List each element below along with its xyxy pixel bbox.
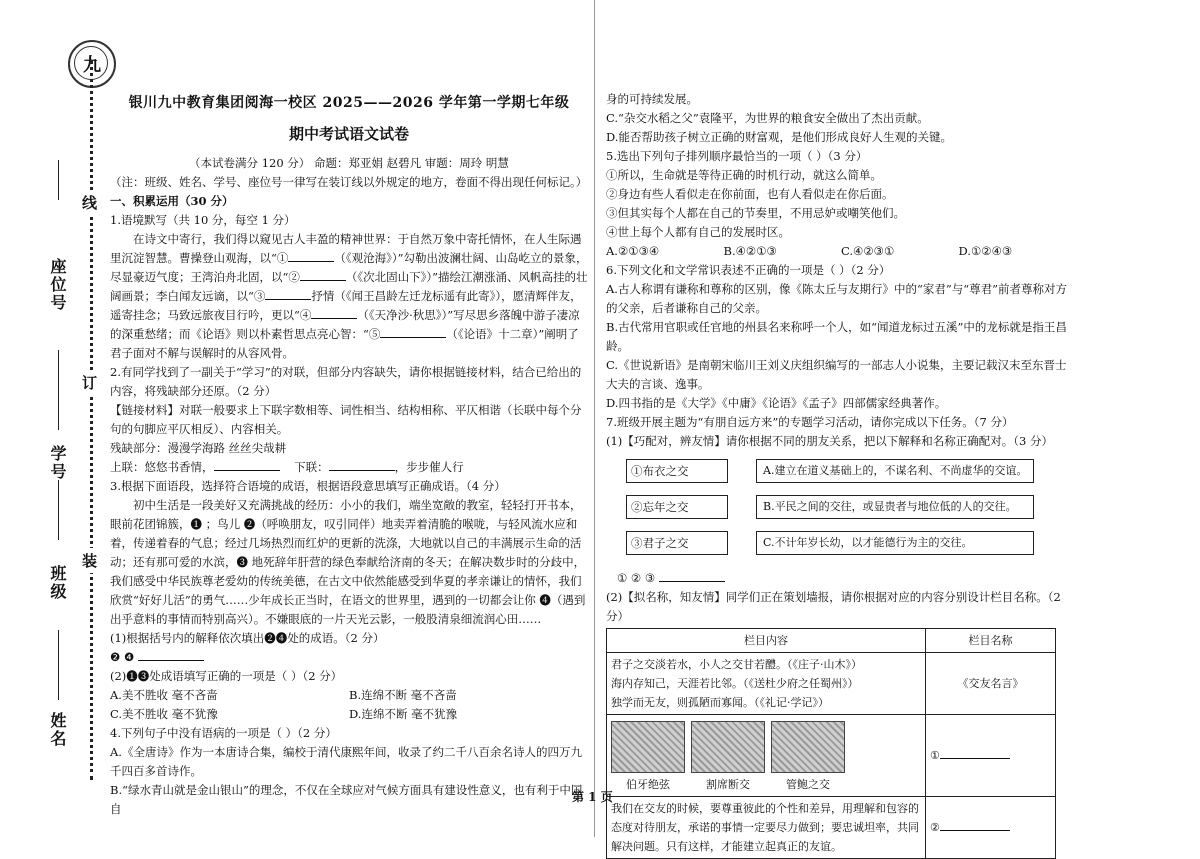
q1-title: 1.语境默写（共 10 分，每空 1 分） bbox=[110, 213, 296, 227]
binding-char-line: 线 bbox=[82, 190, 97, 215]
q5-sentence-3: ③但其实每个人都在自己的节奏里，不用忌妒或嘲笑他们。 bbox=[606, 206, 905, 220]
seat-blank-line bbox=[58, 160, 59, 200]
name-label: 姓名 bbox=[48, 712, 67, 748]
q5-option-d[interactable]: D.①②④③ bbox=[958, 244, 1013, 258]
q4-option-a[interactable]: A.《全唐诗》作为一本唐诗合集，编校于清代康熙年间，收录了约二千八百余名诗人的四万九千四百多首诗作。 bbox=[110, 745, 582, 778]
q3-option-d[interactable]: D.连绵不断 毫不犹豫 bbox=[349, 707, 458, 721]
q4-title: 4.下列句子中没有语病的一项是（ ）（2 分） bbox=[110, 726, 337, 740]
table-cell-content-3: 我们在交友的时候，要尊重彼此的个性和差异，用理解和包容的态度对待朋友，承诺的事情一定要尽力做到；要忠诚坦率，共同解决问题。只有这样，才能建立起真正的友谊。 bbox=[607, 797, 926, 859]
q1-blank-2[interactable] bbox=[300, 268, 346, 281]
q3-option-c[interactable]: C.美不胜收 毫不犹豫 bbox=[110, 707, 218, 721]
match-right-c[interactable]: C.不计年岁长幼，以才能德行为主的交往。 bbox=[756, 531, 1034, 555]
q5-sentence-1: ①所以，生命就是等待正确的时机行动，就这么简单。 bbox=[606, 168, 882, 182]
q1-blank-3[interactable] bbox=[265, 287, 311, 300]
table-cell-content-1 bbox=[607, 653, 926, 715]
q4-option-c[interactable]: C.“杂交水稻之父”袁隆平，为世界的粮食安全做出了杰出贡献。 bbox=[606, 111, 929, 125]
image-captions bbox=[611, 775, 921, 794]
q2-couplet bbox=[110, 458, 588, 477]
table-cell-name-3 bbox=[926, 797, 1056, 859]
left-column bbox=[110, 94, 588, 819]
caption-3: 管鲍之交 bbox=[786, 778, 830, 791]
binding-char-ding: 订 bbox=[82, 370, 97, 395]
q2-lower-blank[interactable] bbox=[329, 458, 395, 471]
q5-option-c[interactable]: C.④②③① bbox=[841, 244, 895, 258]
exam-title-line2: 期中考试语文试卷 bbox=[288, 125, 409, 143]
q1-passage bbox=[110, 230, 588, 363]
caption-1: 伯牙绝弦 bbox=[626, 778, 670, 791]
page-number: 第 1 页 bbox=[572, 790, 613, 804]
q6-option-d[interactable]: D.四书指的是《大学》《中庸》《论语》《孟子》四部儒家经典著作。 bbox=[606, 396, 947, 410]
q3-option-b[interactable]: B.连绵不断 毫不吝啬 bbox=[349, 688, 457, 702]
binding-margin bbox=[0, 0, 100, 837]
q3-options-row2 bbox=[110, 705, 588, 724]
match-right-b[interactable]: B.平民之间的交往，或显贵者与地位低的人的交往。 bbox=[756, 495, 1034, 519]
q2-lower: 下联： bbox=[294, 460, 329, 474]
matching-area bbox=[606, 455, 1076, 565]
name-3-blank[interactable] bbox=[940, 818, 1010, 831]
q1-text-a: 在诗文中寄行，我们得以窥见古人丰盈的精神世界：于自然万象中寄托情怀，在人生际遇里沉淀智慧。曹操登山观海，以“① bbox=[110, 232, 582, 265]
match-left-3[interactable]: ③君子之交 bbox=[626, 531, 728, 555]
q1-blank-5[interactable] bbox=[380, 325, 446, 338]
exam-info: （本试卷满分 120 分） 命题：郑亚娟 赵碧凡 审题：周玲 明慧 bbox=[189, 156, 509, 170]
name-3-marker: ② bbox=[930, 821, 940, 834]
q2-remnant: 残缺部分：漫漫学海路 丝丝尖哉耕 bbox=[110, 441, 287, 455]
q2-link-material: 【链接材料】对联一般要求上下联字数相等、词性相当、结构相称、平仄相谐（长联中每个分句的句脚应平仄相反）、内容相关。 bbox=[110, 403, 582, 436]
q2-lower-end: ，步步催人行 bbox=[394, 460, 464, 474]
q5-sentence-2: ②身边有些人看似走在你前面，也有人看似走在你后面。 bbox=[606, 187, 894, 201]
match-left-1[interactable]: ①布衣之交 bbox=[626, 459, 728, 483]
q5-option-b[interactable]: B.④②①③ bbox=[723, 244, 777, 258]
exam-title-line1: 银川九中教育集团阅海一校区 2025——2026 学年第一学期七年级 bbox=[128, 95, 570, 111]
q4-option-d[interactable]: D.能否帮助孩子树立正确的财富观，是他们形成良好人生观的关键。 bbox=[606, 130, 952, 144]
student-id-blank-line bbox=[58, 350, 59, 430]
name-2-marker: ① bbox=[930, 749, 940, 762]
q2-upper: 上联：悠悠书香情， bbox=[110, 460, 214, 474]
table-header-row bbox=[607, 629, 1056, 653]
binding-dotted-line bbox=[90, 60, 93, 780]
table-cell-name-1: 《交友名言》 bbox=[926, 653, 1056, 715]
match-left-2[interactable]: ②忘年之交 bbox=[626, 495, 728, 519]
q7-title: 7.班级开展主题为“有朋自远方来”的专题学习活动，请你完成以下任务。（7 分） bbox=[606, 415, 1014, 429]
q5-options bbox=[606, 242, 1076, 261]
q3-sub1: (1)根据括号内的解释依次填出❷❹处的成语。（2 分） bbox=[110, 631, 385, 645]
q6-option-b[interactable]: B.古代常用官职或任官地的州县名来称呼一个人，如“闻道龙标过五溪”中的龙标就是指王昌龄。 bbox=[606, 320, 1067, 353]
q2-upper-blank[interactable] bbox=[214, 458, 280, 471]
q2-title: 2.有同学找到了一副关于“学习”的对联，但部分内容缺失，请你根据链接材料，结合已给出的内容，将残缺部分还原。（2 分） bbox=[110, 365, 582, 398]
table-cell-name-2 bbox=[926, 715, 1056, 797]
page-fold-line bbox=[594, 0, 595, 837]
q1-blank-4[interactable] bbox=[311, 306, 357, 319]
class-blank-line bbox=[58, 480, 59, 540]
q1-text-e: （《天净沙·秋思》）”写尽思乡落魄中游子凄凉的深重愁绪；而《论语》则以朴素哲思点亮心智：“⑤ bbox=[110, 308, 580, 341]
q3-fill-blank[interactable] bbox=[138, 648, 204, 661]
q6-option-a[interactable]: A.古人称谓有谦称和尊称的区别，像《陈太丘与友期行》中的“家君”与“尊君”前者尊称对方的父亲，后者谦称自己的父亲。 bbox=[606, 282, 1067, 315]
exam-note: （注：班级、姓名、学号、座位号一律写在装订线以外规定的地方，卷面不得出现任何标记。） bbox=[110, 175, 588, 189]
match-right-a[interactable]: A.建立在道义基础上的，不谋名利、不尚虚华的交谊。 bbox=[756, 459, 1034, 483]
name-2-blank[interactable] bbox=[940, 746, 1010, 759]
name-blank-line bbox=[58, 630, 59, 700]
q4-option-b[interactable]: B.“绿水青山就是金山银山”的理念，不仅在全球应对气候方面具有建设性意义，也有利于中国自 bbox=[110, 783, 583, 816]
class-label: 班级 bbox=[48, 565, 67, 601]
caption-2: 割席断交 bbox=[706, 778, 750, 791]
q7-part2: (2)【拟名称，知友情】同学们正在策划墙报，请你根据对应的内容分别设计栏目名称。（2 分） bbox=[606, 590, 1061, 623]
binding-char-zhuang: 装 bbox=[82, 548, 97, 573]
story-images bbox=[611, 717, 921, 775]
q1-text-c: （《次北固山下》）”描绘江潮涨涌、风帆高挂的壮阔画景；李白闻友远谪，以“③ bbox=[110, 270, 588, 303]
column-table bbox=[606, 628, 1056, 859]
student-id-label: 学号 bbox=[48, 445, 67, 481]
table-row bbox=[607, 653, 1056, 715]
quote-1: 君子之交淡若水，小人之交甘若醴。（《庄子·山木》） bbox=[611, 658, 862, 671]
q5-title: 5.选出下列句子排列顺序最恰当的一项（ ）（3 分） bbox=[606, 149, 868, 163]
q3-sub2: (2)❶❸处成语填写正确的一项是（ ）（2 分） bbox=[110, 669, 343, 683]
q1-text-f: （《论语》十二章）”阐明了君子面对不解与误解时的从容风骨。 bbox=[110, 327, 579, 360]
q6-option-c[interactable]: C.《世说新语》是南朝宋临川王刘义庆组织编写的一部志人小说集，主要记载汉末至东晋士大夫的言谈、逸事。 bbox=[606, 358, 1067, 391]
q5-option-a[interactable]: A.②①③④ bbox=[606, 244, 660, 258]
q6-title: 6.下列文化和文学常识表述不正确的一项是（ ）（2 分） bbox=[606, 263, 891, 277]
illustration-boya-image bbox=[611, 721, 685, 773]
q3-option-a[interactable]: A.美不胜收 毫不吝啬 bbox=[110, 688, 218, 702]
q1-blank-1[interactable] bbox=[288, 249, 334, 262]
q1-text-d: 抒情（《闻王昌龄左迁龙标遥有此寄》），愿清辉伴友，遥寄挂念；马致远旅夜目行吟，更以“④ bbox=[110, 289, 582, 322]
table-row bbox=[607, 797, 1056, 859]
seat-number-label: 座位号 bbox=[48, 258, 67, 312]
table-row bbox=[607, 715, 1056, 797]
q3-passage: 初中生活是一段美好又充满挑战的经历：小小的我们，端坐宽敞的教室，轻轻打开书本，眼前花团锦簇，❶ ；鸟儿 ❷（呼唤朋友，叹引同伴）地卖弄着清脆的喉咙，与轻风流水应和着，传递着春的气息；经过几场热烈而红炉的更新的洗涤，大地就以自己的丰满展示生命的活动；还有那可爱的水滨，❸ 地死辞年肝营的绿色奉献给济南的冬天；在解决数步时的分歧中，我们感受中华民族尊老爱幼的传统美德，在古文中依然能感受到华夏的孝亲谦让的情怀，我们欣赏“好好儿活”的勇气……少年成长正当时，在语文的世界里，遇到的一切都会让你 ❹（遇到出乎意料的事情而特别高兴）。不嫌眼底的一片天光云影，一般股清泉细流润心田…… bbox=[110, 498, 586, 626]
q5-sentence-4: ④世上每个人都有自己的发展时区。 bbox=[606, 225, 790, 239]
match-answer-blank[interactable] bbox=[659, 569, 725, 582]
illustration-guanbao-image bbox=[771, 721, 845, 773]
quote-3: 独学而无友，则孤陋而寡闻。（《礼记·学记》） bbox=[611, 696, 829, 709]
q3-fill-line bbox=[110, 648, 588, 667]
logo-char: 九 bbox=[83, 55, 101, 76]
table-header-name: 栏目名称 bbox=[926, 629, 1056, 653]
illustration-geshi-image bbox=[691, 721, 765, 773]
match-answer-markers: ① ② ③ bbox=[616, 571, 656, 585]
q4-option-b-cont: 身的可持续发展。 bbox=[606, 92, 698, 106]
q3-title: 3.根据下面语段，选择符合语境的成语，根据语段意思填写正确成语。（4 分） bbox=[110, 479, 506, 493]
q3-options-row1 bbox=[110, 686, 588, 705]
table-header-content: 栏目内容 bbox=[607, 629, 926, 653]
match-answer-line bbox=[606, 569, 1076, 588]
section1-heading: 一、积累运用（30 分） bbox=[110, 194, 234, 208]
q1-text-b: （《观沧海》）”勾勒出波澜壮阔、山岛屹立的景象，尽显豪迈气度；王湾泊舟北固，以“② bbox=[110, 251, 588, 284]
q7-part1: (1)【巧配对，辨友情】请你根据不同的朋友关系，把以下解释和名称正确配对。（3 分） bbox=[606, 434, 1054, 448]
right-column bbox=[606, 90, 1076, 859]
quote-2: 海内存知己，天涯若比邻。（《送杜少府之任蜀州》） bbox=[611, 677, 859, 690]
q3-fill-markers: ❷ ❹ bbox=[110, 650, 135, 664]
table-cell-content-2 bbox=[607, 715, 926, 797]
